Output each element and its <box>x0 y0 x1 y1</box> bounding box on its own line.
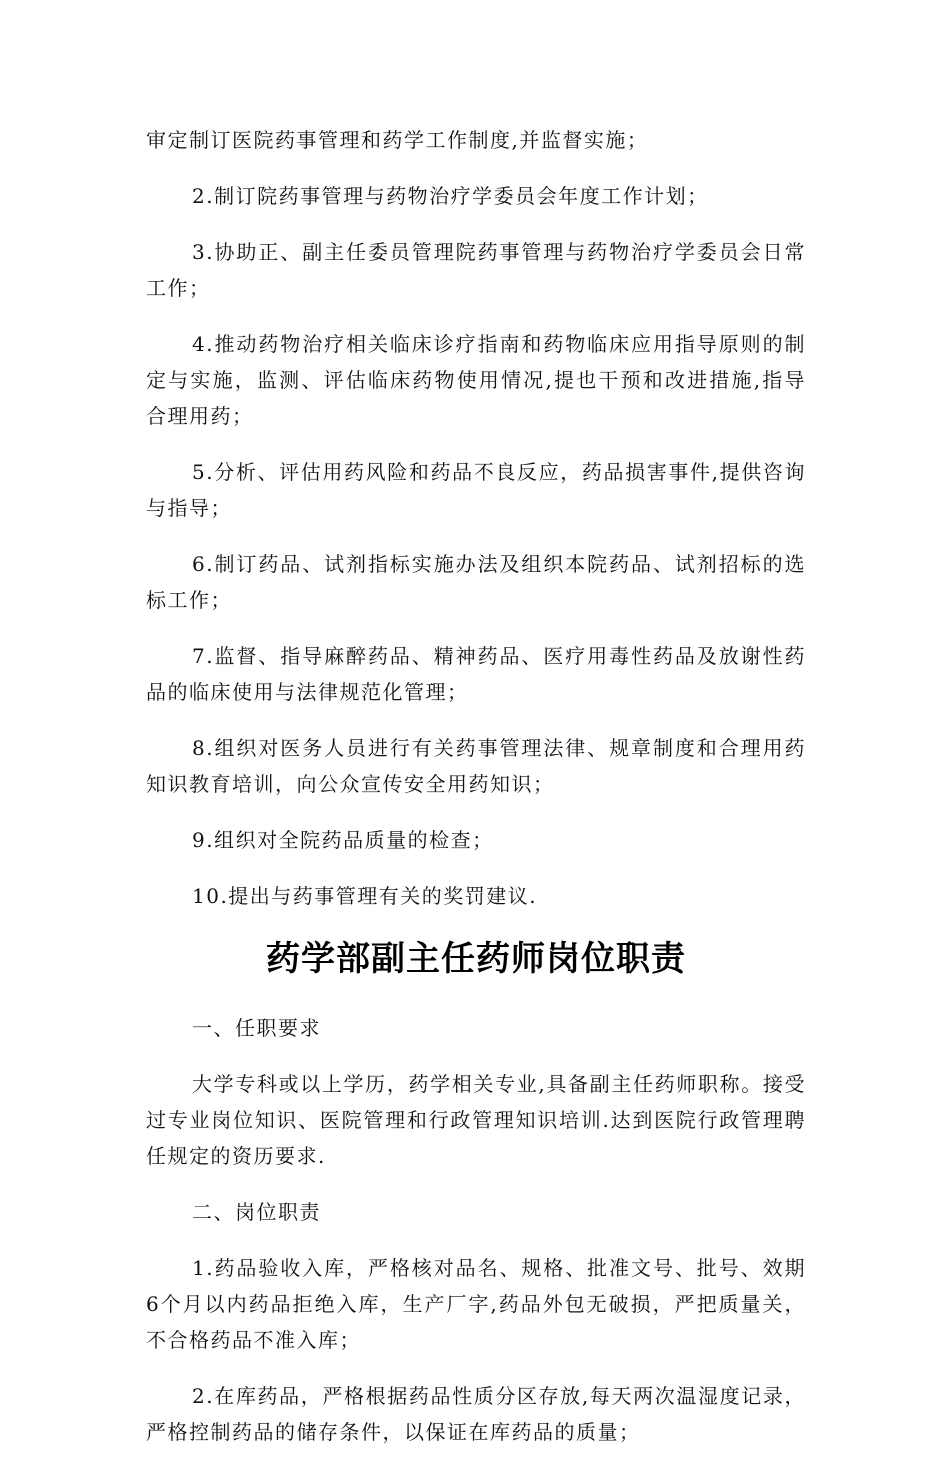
section1-paragraph-continued: 审定制订医院药事管理和药学工作制度,并监督实施； <box>146 128 649 152</box>
section1-item-7: 7.监督、指导麻醉药品、精神药品、医疗用毒性药品及放谢性药品的临床使用与法律规范化管理； <box>146 644 806 704</box>
section1-item-4: 4.推动药物治疗相关临床诊疗指南和药物临床应用指导原则的制定与实施，监测、评估临床药物使用情况,提也干预和改进措施,指导合理用药； <box>146 332 806 428</box>
section2-title: 药学部副主任药师岗位职责 <box>266 939 686 979</box>
document-body <box>146 122 806 1470</box>
requirements-heading: 一、任职要求 <box>192 1016 321 1040</box>
section1-item-6: 6.制订药品、试剂指标实施办法及组织本院药品、试剂招标的选标工作； <box>146 552 806 612</box>
section1-item-10: 10.提出与药事管理有关的奖罚建议. <box>192 884 538 908</box>
requirements-text: 大学专科或以上学历，药学相关专业,具备副主任药师职称。接受过专业岗位知识、医院管理和行政管理知识培训.达到医院行政管理聘任规定的资历要求. <box>146 1072 806 1168</box>
section1-item-3: 3.协助正、副主任委员管理院药事管理与药物治疗学委员会日常工作； <box>146 240 806 300</box>
duties-heading: 二、岗位职责 <box>192 1200 321 1224</box>
section1-item-8: 8.组织对医务人员进行有关药事管理法律、规章制度和合理用药知识教育培训，向公众宣传安全用药知识； <box>146 736 806 796</box>
section1-item-9: 9.组织对全院药品质量的检查； <box>192 828 494 852</box>
section1-item-2: 2.制订院药事管理与药物治疗学委员会年度工作计划； <box>192 184 709 208</box>
section1-item-5: 5.分析、评估用药风险和药品不良反应，药品损害事件,提供咨询与指导； <box>146 460 806 520</box>
duty-item-1: 1.药品验收入库，严格核对品名、规格、批准文号、批号、效期6个月以内药品拒绝入库，生产厂字,药品外包无破损，严把质量关，不合格药品不准入库； <box>146 1256 806 1352</box>
duty-item-2: 2.在库药品，严格根据药品性质分区存放,每天两次温湿度记录，严格控制药品的储存条件，以保证在库药品的质量； <box>146 1384 806 1444</box>
